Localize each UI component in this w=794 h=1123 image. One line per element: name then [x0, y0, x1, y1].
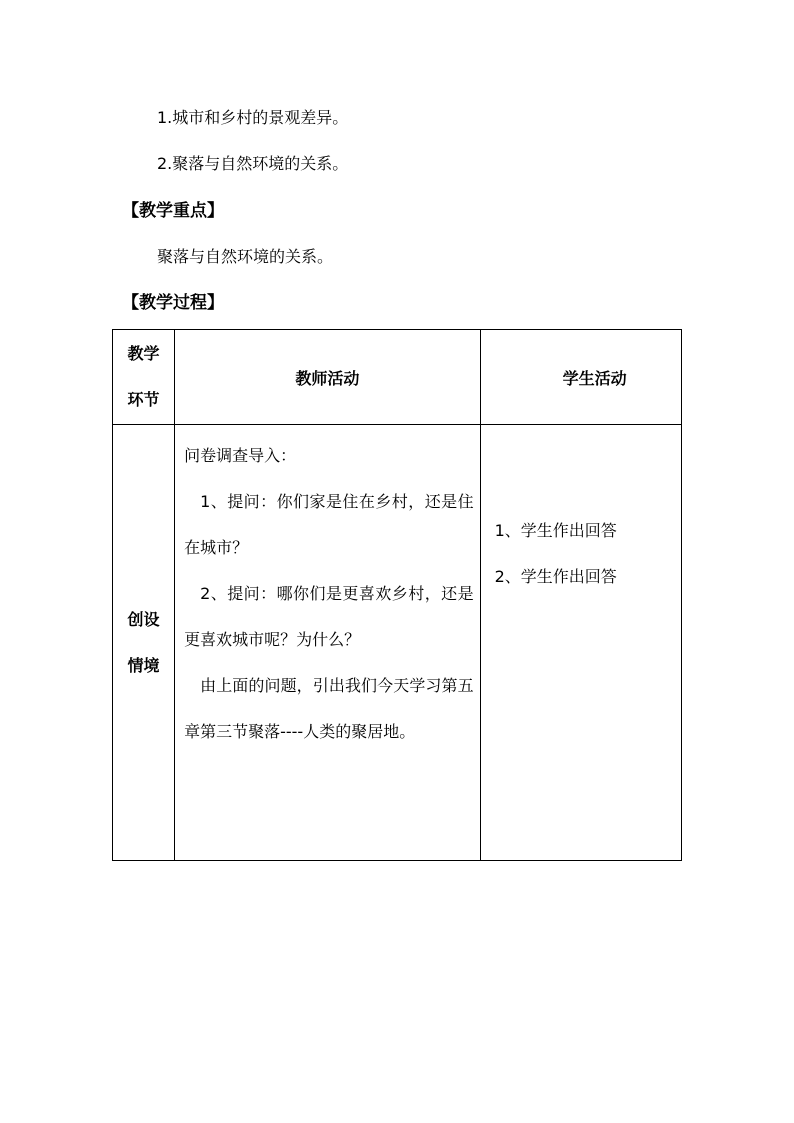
teacher-paragraph-conclusion: 由上面的问题，引出我们今天学习第五章第三节聚落----人类的聚居地。: [184, 676, 474, 741]
student-answer-1: 1、学生作出回答: [494, 521, 617, 540]
teacher-paragraph-question-2: 2、提问：哪你们是更喜欢乡村，还是更喜欢城市呢？为什么？: [184, 584, 474, 649]
stage-cell: [113, 425, 175, 861]
key-point-heading: 【教学重点】: [122, 201, 224, 221]
objective-item-1: 1.城市和乡村的景观差异。: [157, 108, 349, 127]
header-stage-line-2: 环节: [127, 390, 160, 409]
header-stage-cell: [113, 330, 175, 425]
teacher-paragraph-question-1: 1、提问：你们家是住在乡村，还是住在城市？: [184, 492, 474, 557]
header-stage-line-1: 教学: [127, 344, 160, 363]
teacher-paragraph-intro: 问卷调查导入：: [184, 446, 297, 465]
stage-line-2: 情境: [127, 655, 160, 675]
stage-line-1: 创设: [127, 609, 160, 629]
lesson-process-table: [112, 329, 682, 861]
header-student-activity: 学生活动: [480, 330, 681, 425]
student-answer-2: 2、学生作出回答: [494, 567, 617, 586]
table-header-row: [113, 330, 682, 425]
header-teacher-activity: 教师活动: [175, 330, 481, 425]
objective-item-2: 2.聚落与自然环境的关系。: [157, 154, 349, 173]
key-point-text: 聚落与自然环境的关系。: [157, 247, 334, 266]
student-activity-cell: [480, 425, 681, 861]
teacher-activity-cell: [175, 425, 481, 861]
process-heading: 【教学过程】: [122, 293, 224, 313]
table-row: [113, 425, 682, 861]
